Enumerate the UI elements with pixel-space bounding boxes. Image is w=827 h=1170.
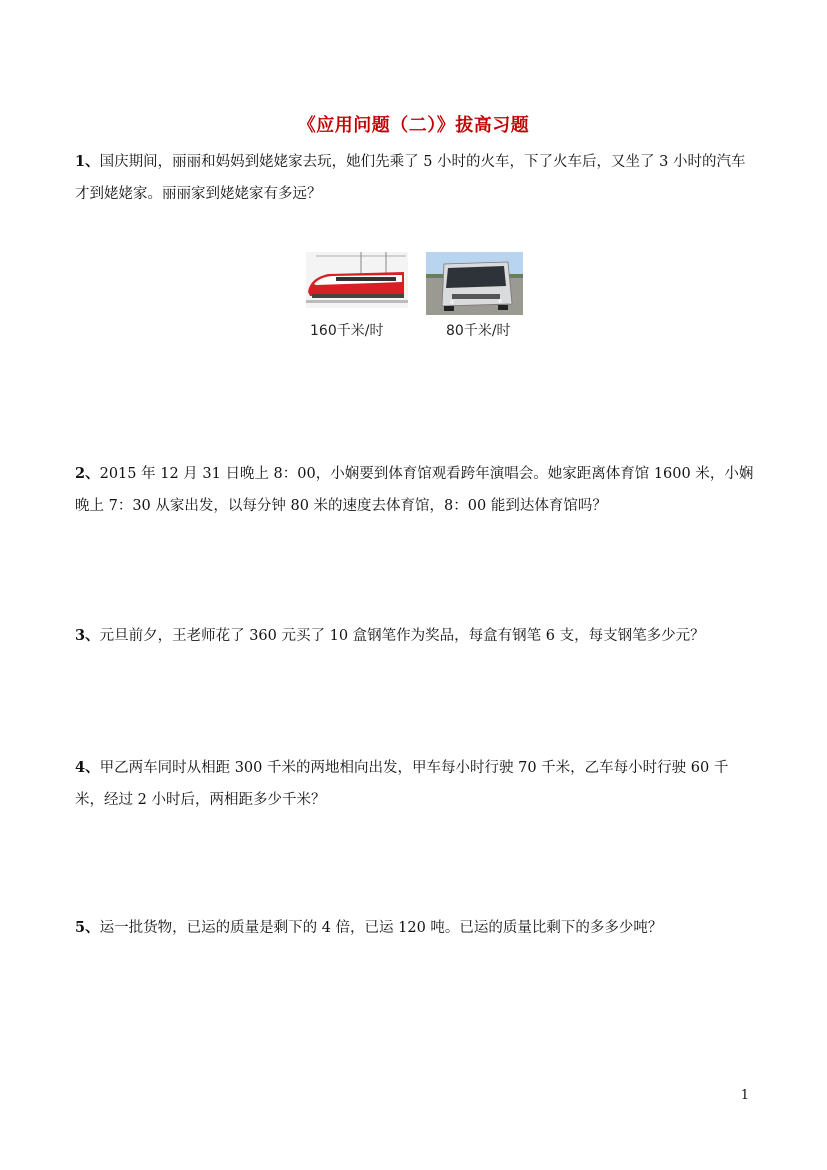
question-text: 甲乙两车同时从相距 300 千米的两地相向出发，甲车每小时行驶 70 千米，乙车每小时行驶 60 千米，经过 2 小时后，两相距多少千米？ — [75, 760, 729, 808]
page-title: 《应用问题（二）》拔高习题 — [297, 115, 530, 136]
question-1 — [75, 146, 755, 210]
question-4 — [75, 752, 755, 816]
question-number: 3、 — [75, 627, 100, 644]
question-text: 元旦前夕，王老师花了 360 元买了 10 盒钢笔作为奖品，每盒有钢笔 6 支，每支钢笔多少元？ — [99, 628, 705, 644]
page-number: 1 — [740, 1088, 749, 1103]
bus-icon — [426, 252, 523, 315]
question-2 — [75, 458, 755, 522]
train-speed-label: 160千米/时 — [310, 323, 384, 339]
speed-figure — [306, 252, 526, 342]
question-number: 1、 — [75, 153, 100, 170]
bus-speed-label: 80千米/时 — [446, 323, 511, 339]
question-text: 2015 年 12 月 31 日晚上 8：00，小娴要到体育馆观看跨年演唱会。她家距离体育馆 1600 米，小娴晚上 7：30 从家出发，以每分钟 80 米的速度去体育馆，8：00 能到达体育馆吗？ — [75, 466, 754, 514]
question-5 — [75, 912, 755, 944]
question-number: 5、 — [75, 919, 100, 936]
question-3 — [75, 620, 755, 652]
question-number: 4、 — [75, 759, 100, 776]
question-text: 国庆期间，丽丽和妈妈到姥姥家去玩，她们先乘了 5 小时的火车，下了火车后，又坐了 3 小时的汽车才到姥姥家。丽丽家到姥姥家有多远？ — [75, 154, 746, 202]
train-icon — [306, 252, 408, 308]
question-text: 运一批货物，已运的质量是剩下的 4 倍，已运 120 吨。已运的质量比剩下的多多少吨？ — [99, 920, 663, 936]
question-number: 2、 — [75, 465, 100, 482]
